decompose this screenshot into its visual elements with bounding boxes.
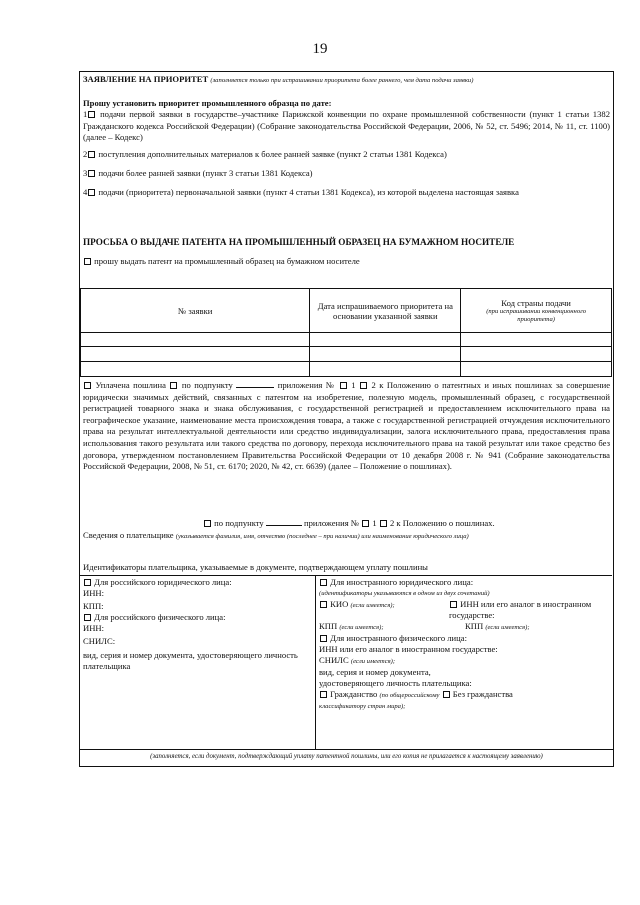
foreign-legal-row[interactable] xyxy=(319,577,610,588)
kpp2-if-any-note: (если имеется); xyxy=(485,624,530,631)
priority-option-3[interactable] xyxy=(83,168,610,180)
ru-legal-row[interactable] xyxy=(83,577,311,588)
priority-option-4-text: подачи (приоритета) первоначальной заявки (пункт 4 статьи 1381 Кодекса), из которой выделена настоящая заявка xyxy=(98,187,519,197)
kpp-left xyxy=(319,621,384,633)
fee-line2-appendix-1-label: 1 xyxy=(372,518,377,528)
ru-person-doc-label: вид, серия и номер документа, удостоверяющего личность плательщика xyxy=(83,650,298,671)
no-citizenship-checkbox[interactable] xyxy=(443,691,450,698)
priority-option-3-text: подачи более ранней заявки (пункт 3 статьи 1381 Кодекса) xyxy=(98,168,313,178)
fee-appendix-label: приложения № xyxy=(277,380,336,390)
priority-subtitle xyxy=(83,98,610,110)
kpp-row xyxy=(319,621,610,633)
ru-person-inn-label: ИНН: xyxy=(83,623,105,633)
priority-title-note: (заполняется только при испрашивании приоритета более раннего, чем дата подачи заявки) xyxy=(210,77,474,84)
page-number: 19 xyxy=(312,41,328,57)
foreign-snils-note: (если имеется); xyxy=(350,658,396,665)
fee-paid-checkbox[interactable] xyxy=(84,382,91,389)
fee-line2-subpoint-field[interactable] xyxy=(266,525,302,526)
priority-table-col1-label: № заявки xyxy=(178,305,213,316)
priority-table xyxy=(80,288,612,377)
fee-subpoint-label: по подпункту xyxy=(181,380,233,390)
ru-person-row[interactable] xyxy=(83,612,311,623)
table-row xyxy=(81,347,612,362)
foreign-doc-label-2: удостоверяющего личность плательщика: xyxy=(319,678,472,688)
kpp-if-any-note: (если имеется); xyxy=(339,624,384,631)
fee-subpoint-field[interactable] xyxy=(236,387,274,388)
patent-paper-option[interactable] xyxy=(83,256,610,268)
foreign-person-row[interactable] xyxy=(319,633,610,644)
priority-subtitle-text: Прошу установить приоритет промышленного образца по дате: xyxy=(83,98,332,108)
priority-table-header-date xyxy=(310,289,461,333)
priority-table-col3-label: Код страны подачи xyxy=(501,297,571,308)
priority-option-1-text: подачи первой заявки в государстве–участнике Парижской конвенции по охране промышленной собственности (пункт 1 статьи 1382 Гражданского кодекса Российской Федерации) (Собрание законодательства Российской Федерации, 2006, № 52, ст. 5496; 2014, № 11, ст. 1100) (далее – Кодекс) xyxy=(83,109,610,143)
inn-analog-label: ИНН или его аналог в иностранном государстве: xyxy=(449,599,592,620)
priority-option-2-checkbox[interactable] xyxy=(88,151,95,158)
priority-table-header-country xyxy=(461,289,612,333)
foreign-legal-note: (идентификаторы указываются в одном из двух сочетаний) xyxy=(319,590,490,597)
priority-section xyxy=(83,74,610,87)
fee-appendix-1-checkbox[interactable] xyxy=(340,382,347,389)
priority-option-1[interactable] xyxy=(83,109,610,144)
kpp-right xyxy=(465,621,530,633)
ru-person-label: Для российского физического лица: xyxy=(94,612,226,622)
table-cell[interactable] xyxy=(461,333,612,347)
fee-line2-appendix-label: приложения № xyxy=(304,518,360,528)
kio-group[interactable] xyxy=(319,599,395,611)
payer-ids-left xyxy=(83,577,311,672)
form-frame xyxy=(79,71,614,767)
fee-line2-checkbox[interactable] xyxy=(204,520,211,527)
citizenship-note: (по общероссийскому xyxy=(379,692,440,699)
fee-line2-appendix-2-checkbox[interactable] xyxy=(380,520,387,527)
fee-appendix-2-checkbox[interactable] xyxy=(360,382,367,389)
table-cell[interactable] xyxy=(81,347,310,362)
priority-option-4-checkbox[interactable] xyxy=(88,189,95,196)
citizenship-row xyxy=(319,689,610,701)
table-row xyxy=(81,362,612,377)
ru-legal-label: Для российского юридического лица: xyxy=(94,577,232,587)
table-cell[interactable] xyxy=(461,362,612,377)
inn-analog-checkbox[interactable] xyxy=(450,601,457,608)
ru-legal-checkbox[interactable] xyxy=(84,579,91,586)
payer-ids-label-text: Идентификаторы плательщика, указываемые в документе, подтверждающем уплату пошлины xyxy=(83,562,428,572)
payer-ids-right xyxy=(319,577,610,712)
payer-ids-grid xyxy=(80,575,612,749)
ru-legal-kpp-label: КПП: xyxy=(83,601,104,611)
citizenship-checkbox[interactable] xyxy=(320,691,327,698)
foreign-person-checkbox[interactable] xyxy=(320,635,327,642)
priority-option-2-text: поступления дополнительных материалов к более ранней заявке (пункт 2 статьи 1381 Кодекса) xyxy=(98,149,447,159)
ru-person-snils-label: СНИЛС: xyxy=(83,636,116,646)
kpp2-label: КПП xyxy=(465,621,484,631)
kio-if-any-note: (если имеется); xyxy=(350,602,395,609)
payer-info-label: Сведения о плательщике xyxy=(83,530,174,540)
fee-paragraph-text: 2 к Положению о патентных и иных пошлинах за совершение юридически значимых действий, связанных с патентом на изобретение, полезную модель, промышленный образец, с государственной регистрацией товарного знака и знака обслуживания, с государственной регистрацией и предоставлением исключительного права на географическое указание, наименование места происхождения товара, а также с государственной регистрацией отчуждения исключительного права на результат интеллектуальной деятельности или средство индивидуализации, залога исключительного права, предоставления права использования такого результата или такого средства по договору, перехода исключительного права на такой результат или такое средство без договора, утвержденном постановлением Правительства Российской Федерации от 10 декабря 2008 г. № 941 (Собрание законодательства Российской Федерации, 2008, № 51, ст. 6170; 2020, № 42, ст. 6639) (далее – Положение о пошлинах). xyxy=(83,380,611,472)
citizenship-label: Гражданство xyxy=(330,689,378,699)
footnote-text: (заполняется, если документ, подтверждающий уплату патентной пошлины, или его копия не прилагается к настоящему заявлению) xyxy=(150,753,543,760)
patent-paper-title-text: ПРОСЬБА О ВЫДАЧЕ ПАТЕНТА НА ПРОМЫШЛЕННЫЙ ОБРАЗЕЦ НА БУМАЖНОМ НОСИТЕЛЕ xyxy=(83,237,515,247)
table-cell[interactable] xyxy=(461,347,612,362)
foreign-snils-label: СНИЛС xyxy=(319,655,349,665)
foreign-legal-label: Для иностранного юридического лица: xyxy=(330,577,474,587)
fee-line2-appendix-1-checkbox[interactable] xyxy=(362,520,369,527)
no-citizenship-label: Без гражданства xyxy=(452,689,513,699)
fee-paragraph xyxy=(83,380,610,473)
priority-option-4[interactable] xyxy=(83,187,610,199)
table-row xyxy=(81,333,612,347)
priority-option-3-num: 3 xyxy=(83,168,88,178)
payer-info-note: (указывается фамилия, имя, отчество (последнее – при наличии) или наименование юридического лица) xyxy=(175,533,469,540)
patent-paper-checkbox[interactable] xyxy=(84,258,91,265)
patent-paper-option-text: прошу выдать патент на промышленный образец на бумажном носителе xyxy=(94,256,360,266)
kio-checkbox[interactable] xyxy=(320,601,327,608)
priority-table-col2-label: Дата испрашиваемого приоритета на основании указанной заявки xyxy=(317,300,453,321)
foreign-doc-label-1: вид, серия и номер документа, xyxy=(319,667,431,677)
priority-option-4-num: 4 xyxy=(83,187,88,197)
priority-option-1-checkbox[interactable] xyxy=(88,111,95,118)
priority-option-2-num: 2 xyxy=(83,149,88,159)
ru-person-checkbox[interactable] xyxy=(84,614,91,621)
priority-table-header-number xyxy=(81,289,310,333)
kio-inn-row xyxy=(319,599,610,621)
foreign-legal-checkbox[interactable] xyxy=(320,579,327,586)
table-cell[interactable] xyxy=(81,362,310,377)
kpp-label: КПП xyxy=(319,621,338,631)
fee-subpoint-checkbox[interactable] xyxy=(170,382,177,389)
foreign-person-inn-label: ИНН или его аналог в иностранном государстве: xyxy=(319,644,498,654)
column-divider xyxy=(315,576,316,749)
footnote xyxy=(80,749,613,761)
inn-analog-group[interactable] xyxy=(449,599,599,621)
fee-line2-tail: 2 к Положению о пошлинах. xyxy=(389,518,495,528)
fee-line-2 xyxy=(83,518,610,530)
fee-appendix-1-label: 1 xyxy=(351,380,356,390)
payer-ids-label xyxy=(83,562,610,574)
priority-option-1-num: 1 xyxy=(83,109,88,119)
patent-paper-title xyxy=(83,237,610,249)
foreign-snils-row xyxy=(319,655,610,667)
priority-option-3-checkbox[interactable] xyxy=(88,170,95,177)
table-cell[interactable] xyxy=(310,362,461,377)
fee-line2-subpoint-label: по подпункту xyxy=(214,518,264,528)
table-cell[interactable] xyxy=(310,347,461,362)
ru-legal-inn-label: ИНН: xyxy=(83,588,105,598)
classifier-note: классификатору стран мира); xyxy=(319,703,406,710)
table-cell[interactable] xyxy=(310,333,461,347)
priority-title: ЗАЯВЛЕНИЕ НА ПРИОРИТЕТ xyxy=(83,74,209,84)
foreign-person-label: Для иностранного физического лица: xyxy=(330,633,467,643)
table-cell[interactable] xyxy=(81,333,310,347)
payer-info xyxy=(83,530,610,543)
priority-option-2[interactable] xyxy=(83,149,610,161)
kio-label: КИО xyxy=(330,599,349,609)
priority-table-col3-note: (при испрашивании конвенционного приоритета) xyxy=(486,307,586,323)
fee-paid-label: Уплачена пошлина xyxy=(95,380,166,390)
